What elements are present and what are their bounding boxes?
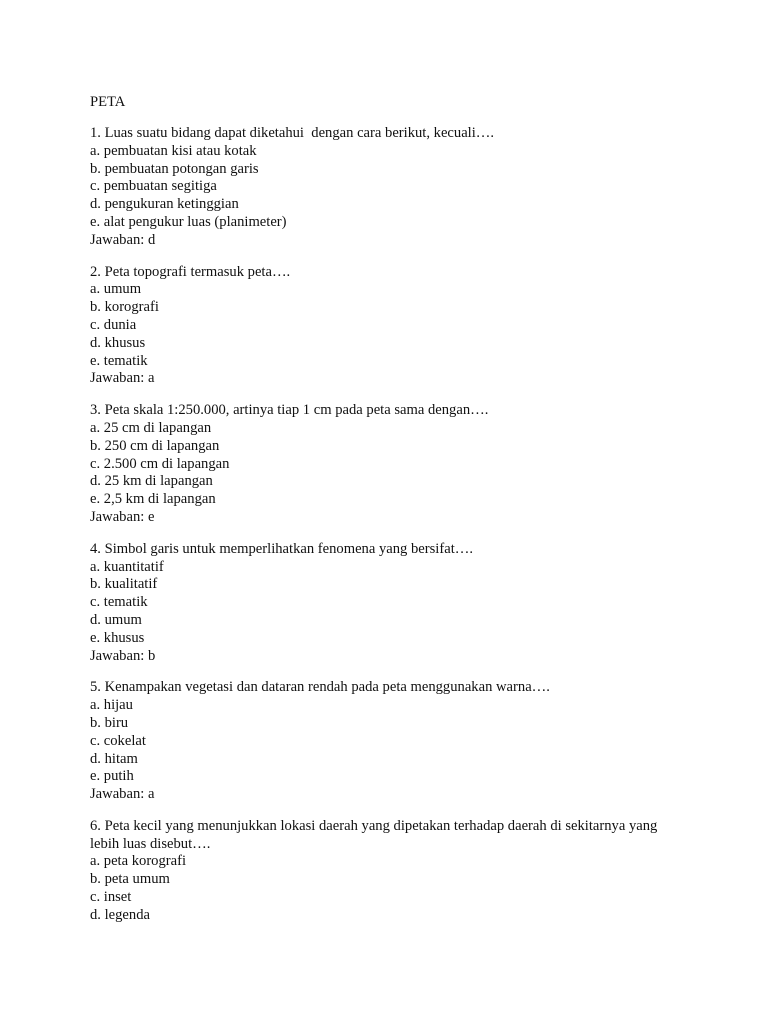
option-e: e. alat pengukur luas (planimeter) <box>90 213 287 230</box>
question-2 <box>90 264 690 389</box>
option-b: b. biru <box>90 714 129 731</box>
option-e: e. putih <box>90 768 134 785</box>
answer-line: Jawaban: a <box>90 786 155 803</box>
option-d: d. umum <box>90 611 142 628</box>
question-3 <box>90 402 690 527</box>
option-d: d. 25 km di lapangan <box>90 473 213 490</box>
option-a: a. umum <box>90 281 142 298</box>
question-5 <box>90 679 690 804</box>
option-c: c. tematik <box>90 594 148 611</box>
option-c: c. inset <box>90 889 132 906</box>
option-d: d. pengukuran ketinggian <box>90 196 239 213</box>
option-b: b. 250 cm di lapangan <box>90 437 220 454</box>
option-d: d. hitam <box>90 750 138 767</box>
option-b: b. kualitatif <box>90 576 158 593</box>
option-a: a. kuantitatif <box>90 558 164 575</box>
question-text: 1. Luas suatu bidang dapat diketahui dengan cara berikut, kecuali…. <box>90 125 495 141</box>
option-d: d. legenda <box>90 906 150 923</box>
option-a: a. hijau <box>90 697 133 714</box>
option-e: e. tematik <box>90 352 148 369</box>
option-d: d. khusus <box>90 334 146 351</box>
option-b: b. pembuatan potongan garis <box>90 160 259 177</box>
document-title: PETA <box>90 94 126 110</box>
option-b: b. peta umum <box>90 871 170 888</box>
answer-line: Jawaban: d <box>90 231 156 248</box>
document-content <box>90 93 690 939</box>
answer-line: Jawaban: b <box>90 647 156 664</box>
option-a: a. pembuatan kisi atau kotak <box>90 142 257 159</box>
option-b: b. korografi <box>90 299 159 316</box>
option-c: c. 2.500 cm di lapangan <box>90 455 230 472</box>
option-c: c. dunia <box>90 316 137 333</box>
option-e: e. khusus <box>90 629 145 646</box>
option-c: c. cokelat <box>90 732 146 749</box>
option-a: a. 25 cm di lapangan <box>90 419 212 436</box>
question-4 <box>90 541 690 666</box>
option-c: c. pembuatan segitiga <box>90 178 217 195</box>
option-e: e. 2,5 km di lapangan <box>90 491 216 508</box>
question-6 <box>90 818 690 925</box>
question-text: 6. Peta kecil yang menunjukkan lokasi daerah yang dipetakan terhadap daerah di sekitarnya yang lebih luas disebut…. <box>90 817 661 852</box>
question-text: 3. Peta skala 1:250.000, artinya tiap 1 cm pada peta sama dengan…. <box>90 402 489 419</box>
question-text: 2. Peta topografi termasuk peta…. <box>90 263 291 280</box>
answer-line: Jawaban: a <box>90 370 155 387</box>
question-1 <box>90 125 690 250</box>
answer-line: Jawaban: e <box>90 508 155 525</box>
question-text: 4. Simbol garis untuk memperlihatkan fenomena yang bersifat…. <box>90 540 473 557</box>
question-text: 5. Kenampakan vegetasi dan dataran rendah pada peta menggunakan warna…. <box>90 679 550 696</box>
option-a: a. peta korografi <box>90 853 187 870</box>
